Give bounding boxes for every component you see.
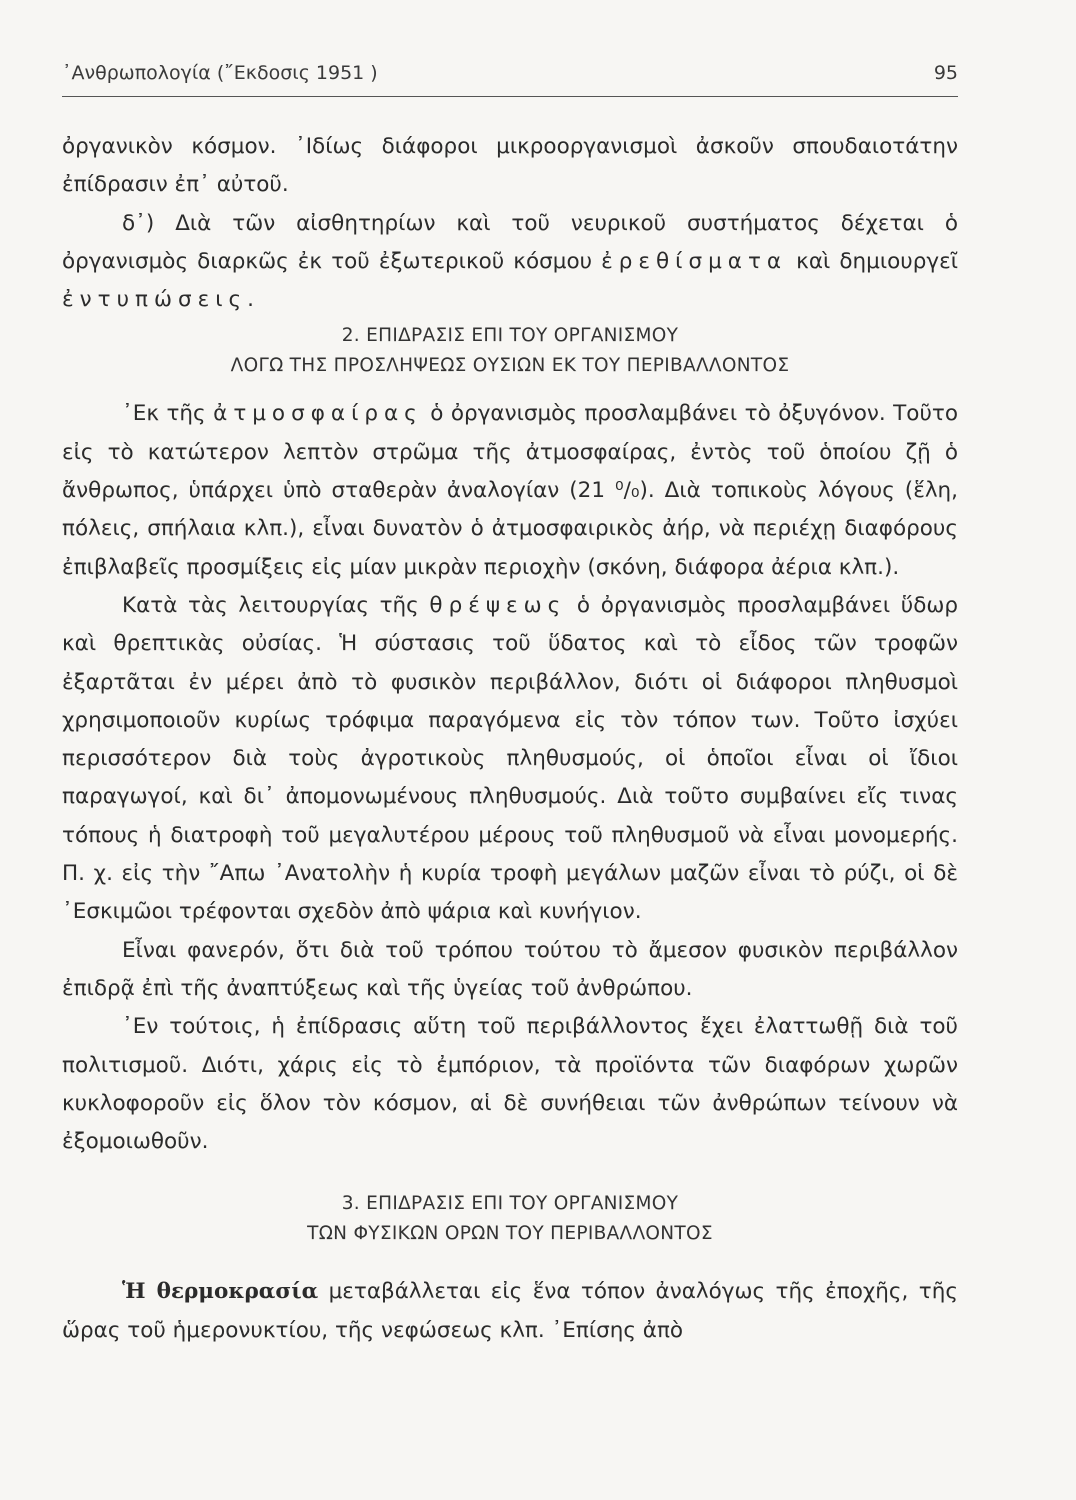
p3-text-after: ὁ ὀργανισμὸς προσλαμβάνει τὸ ὀξυγόνον. Τοῦτο εἰς τὸ κατώτερον λεπτὸν στρῶμα τῆς ἀτμοσφαίρας, ἐντὸς τοῦ ὁποίου ζῇ ὁ ἄνθρωπος, ὑπάρχει ὑπὸ σταθερὰν ἀναλογίαν (21 ⁰/₀). Διὰ τοπικοὺς λόγους (ἕλη, πόλεις, σπήλαια κλπ.), εἶναι δυνατὸν ὁ ἀτμοσφαιρικὸς ἀήρ, νὰ περιέχῃ διαφόρους ἐπιβλαβεῖς προσμίξεις εἰς μίαν μικρὰν περιοχὴν (σκόνη, διάφορα ἀέρια κλπ.). [62, 401, 958, 580]
section-2-title-line-2: ΛΟΓΩ ΤΗΣ ΠΡΟΣΛΗΨΕΩΣ ΟΥΣΙΩΝ ΕΚ ΤΟΥ ΠΕΡΙΒΑΛΛΟΝΤΟΣ [230, 355, 790, 377]
page-number: 95 [933, 62, 958, 84]
p2-term-stimuli: ἐρεθίσματα [601, 248, 788, 274]
page-body [62, 128, 958, 1350]
header-rule [62, 96, 958, 97]
p4-text-before: Κατὰ τὰς λειτουργίας τῆς [122, 592, 430, 618]
running-title: ᾿Ανθρωπολογία (῎Εκδοσις 1951 ) [62, 62, 378, 84]
paragraph-1: ὀργανικὸν κόσμον. ᾿Ιδίως διάφοροι μικροοργανισμοὶ ἀσκοῦν σπουδαιοτάτην ἐπίδρασιν ἐπ᾿ αὐτοῦ. [62, 134, 958, 198]
paragraph-2 [62, 205, 958, 320]
p2-text-after: . [247, 287, 254, 313]
paragraph-4 [62, 587, 958, 932]
paragraph-7 [62, 1273, 958, 1350]
p3-term-atmosphere: ἀτμοσφαίρας [213, 401, 423, 427]
section-3-title-line-2: ΤΩΝ ΦΥΣΙΚΩΝ ΟΡΩΝ ΤΟΥ ΠΕΡΙΒΑΛΛΟΝΤΟΣ [307, 1223, 713, 1245]
p7-bold-term-temperature: Ἡ θερμοκρασία [122, 1279, 319, 1305]
paragraph-5: Εἶναι φανερόν, ὅτι διὰ τοῦ τρόπου τούτου τὸ ἄμεσον φυσικὸν περιβάλλον ἐπιδρᾷ ἐπὶ τῆς ἀναπτύξεως καὶ τῆς ὑγείας τοῦ ἀνθρώπου. [62, 937, 958, 1001]
p4-text-after: ὁ ὀργανισμὸς προσλαμβάνει ὕδωρ καὶ θρεπτικὰς οὐσίας. Ἡ σύστασις τοῦ ὕδατος καὶ τὸ εἶδος τῶν τροφῶν ἐξαρτᾶται ἐν μέρει ἀπὸ τὸ φυσικὸν περιβάλλον, διότι οἱ διάφοροι πληθυσμοὶ χρησιμοποιοῦν κυρίως τρόφιμα παραγόμενα εἰς τὸν τόπον των. Τοῦτο ἰσχύει περισσότερον διὰ τοὺς ἀγροτικοὺς πληθυσμούς, οἱ ὁποῖοι εἶναι οἱ ἴδιοι παραγωγοί, καὶ δι᾿ ἀπομονωμένους πληθυσμούς. Διὰ τοῦτο συμβαίνει εἴς τινας τόπους ἡ διατροφὴ τοῦ μεγαλυτέρου μέρους τοῦ πληθυσμοῦ νὰ εἶναι μονομερής. Π. χ. εἰς τὴν ῎Απω ᾿Ανατολὴν ἡ κυρία τροφὴ μεγάλων μαζῶν εἶναι τὸ ρύζι, οἱ δὲ ᾿Εσκιμῶοι τρέφονται σχεδὸν ἀπὸ ψάρια καὶ κυνήγιον. [62, 592, 958, 925]
p3-text-before: ᾿Εκ τῆς [122, 401, 214, 427]
running-head [62, 62, 958, 84]
p2-text-before: δ᾿) Διὰ τῶν αἰσθητηρίων καὶ τοῦ νευρικοῦ συστήματος δέχεται ὁ ὀργανισμὸς διαρκῶς ἐκ τοῦ ἐξωτερικοῦ κόσμου [62, 210, 958, 274]
paragraph-3 [62, 395, 958, 586]
p2-term-impressions: ἐντυπώσεις [62, 287, 248, 313]
section-2-title-line-1: 2. ΕΠΙΔΡΑΣΙΣ ΕΠΙ ΤΟΥ ΟΡΓΑΝΙΣΜΟΥ [341, 325, 679, 347]
p7-text-after: μεταβάλλεται εἰς ἕνα τόπον ἀναλόγως τῆς ἐποχῆς, τῆς ὥρας τοῦ ἡμερονυκτίου, τῆς νεφώσεως κλπ. ᾿Επίσης ἀπὸ [62, 1279, 958, 1343]
section-3-title-line-1: 3. ΕΠΙΔΡΑΣΙΣ ΕΠΙ ΤΟΥ ΟΡΓΑΝΙΣΜΟΥ [341, 1193, 679, 1215]
p4-term-nutrition: θρέψεως [429, 592, 567, 618]
p2-text-middle: καὶ δημιουργεῖ [787, 248, 958, 274]
paragraph-6: ᾿Εν τούτοις, ἡ ἐπίδρασις αὕτη τοῦ περιβάλλοντος ἔχει ἐλαττωθῇ διὰ τοῦ πολιτισμοῦ. Διότι, χάρις εἰς τὸ ἐμπόριον, τὰ προϊόντα τῶν διαφόρων χωρῶν κυκλοφοροῦν εἰς ὅλον τὸν κόσμον, αἱ δὲ συνήθειαι τῶν ἀνθρώπων τείνουν νὰ ἐξομοιωθοῦν. [62, 1014, 958, 1155]
section-2-heading [62, 321, 958, 381]
section-3-heading [62, 1189, 958, 1249]
